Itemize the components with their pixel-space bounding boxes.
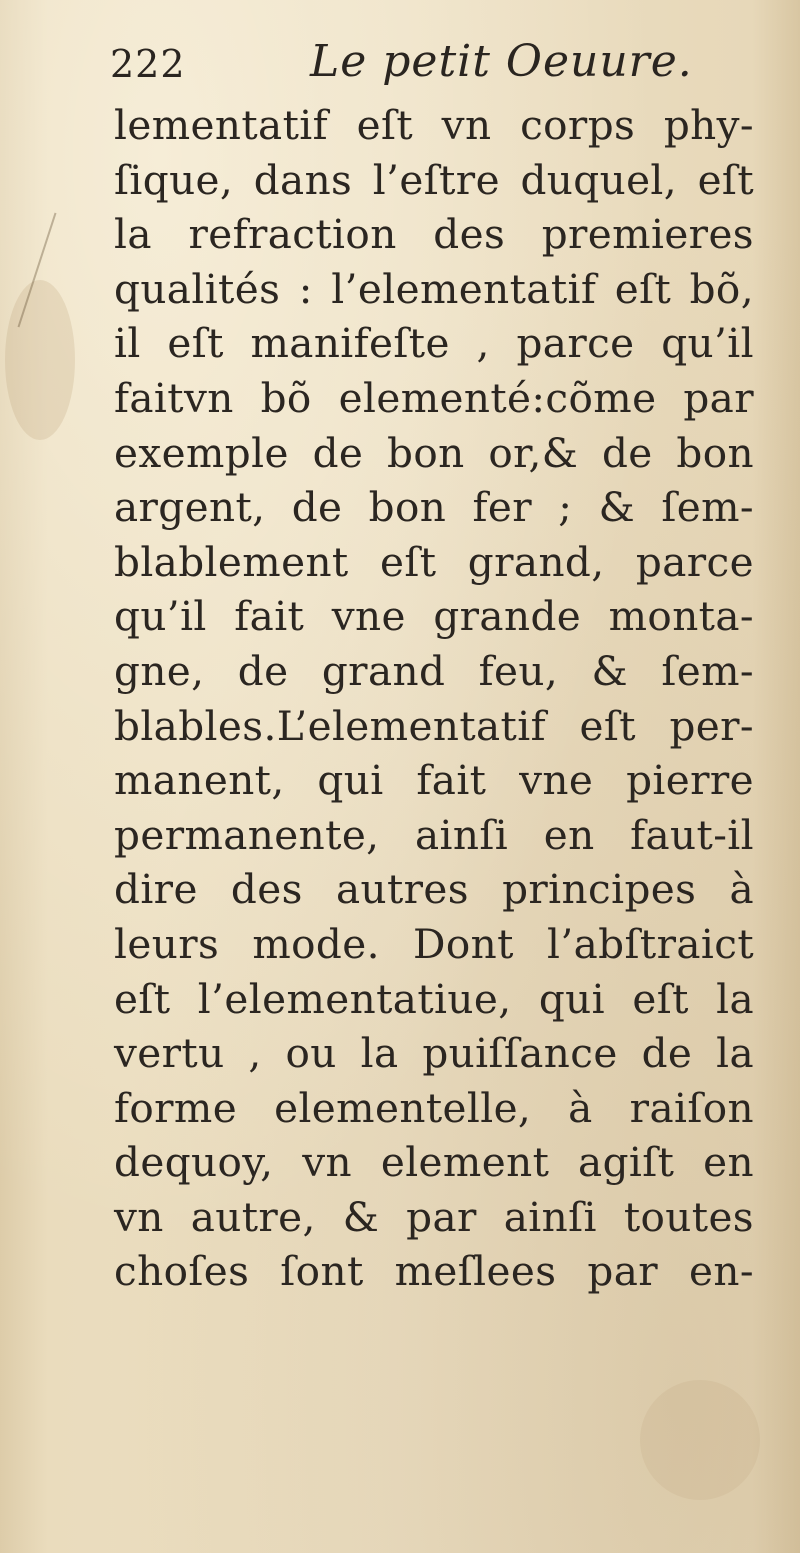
text-line: qualités : l’elementatif eſt bõ, [114,264,754,313]
paper-stain [640,1380,760,1500]
text-line: choſes ſont meſlees par en- [114,1247,754,1296]
text-line: il eſt manifeſte , parce qu’il [114,319,754,368]
text-line: argent, de bon fer ; & ſem- [114,483,754,532]
paper-stain [5,280,75,440]
text-line: blablement eſt grand, parce [114,537,754,586]
text-line: la refraction des premieres [114,210,754,259]
text-line: vertu , ou la puiſſance de la [114,1029,754,1078]
text-line: dequoy, vn element agiſt en [114,1138,754,1187]
text-line: ſique, dans l’eſtre duquel, eſt [114,155,754,204]
body-text [114,98,754,1299]
running-title: Le petit Oeuure. [310,36,693,87]
page-number: 222 [110,42,186,86]
text-line: qu’il fait vne grande monta- [114,592,754,641]
page-header [110,28,750,100]
text-line: leurs mode. Dont l’abſtraict [114,919,754,968]
text-line: lementatif eſt vn corps phy- [114,101,754,149]
text-line: permanente, ainſi en faut-il [114,810,754,859]
text-line: eſt l’elementatiue, qui eſt la [114,974,754,1023]
text-line: faitvn bõ elementé:cõme par [114,373,754,422]
text-line: forme elementelle, à raiſon [114,1083,754,1132]
text-line: blables.L’elementatif eſt per- [114,701,754,750]
paper-crease [18,213,57,328]
text-line: manent, qui fait vne pierre [114,756,754,805]
text-line: gne, de grand feu, & ſem- [114,646,754,695]
text-line: exemple de bon or,& de bon [114,428,754,477]
text-line: dire des autres principes à [114,865,754,914]
text-line: vn autre, & par ainſi toutes [114,1192,754,1241]
